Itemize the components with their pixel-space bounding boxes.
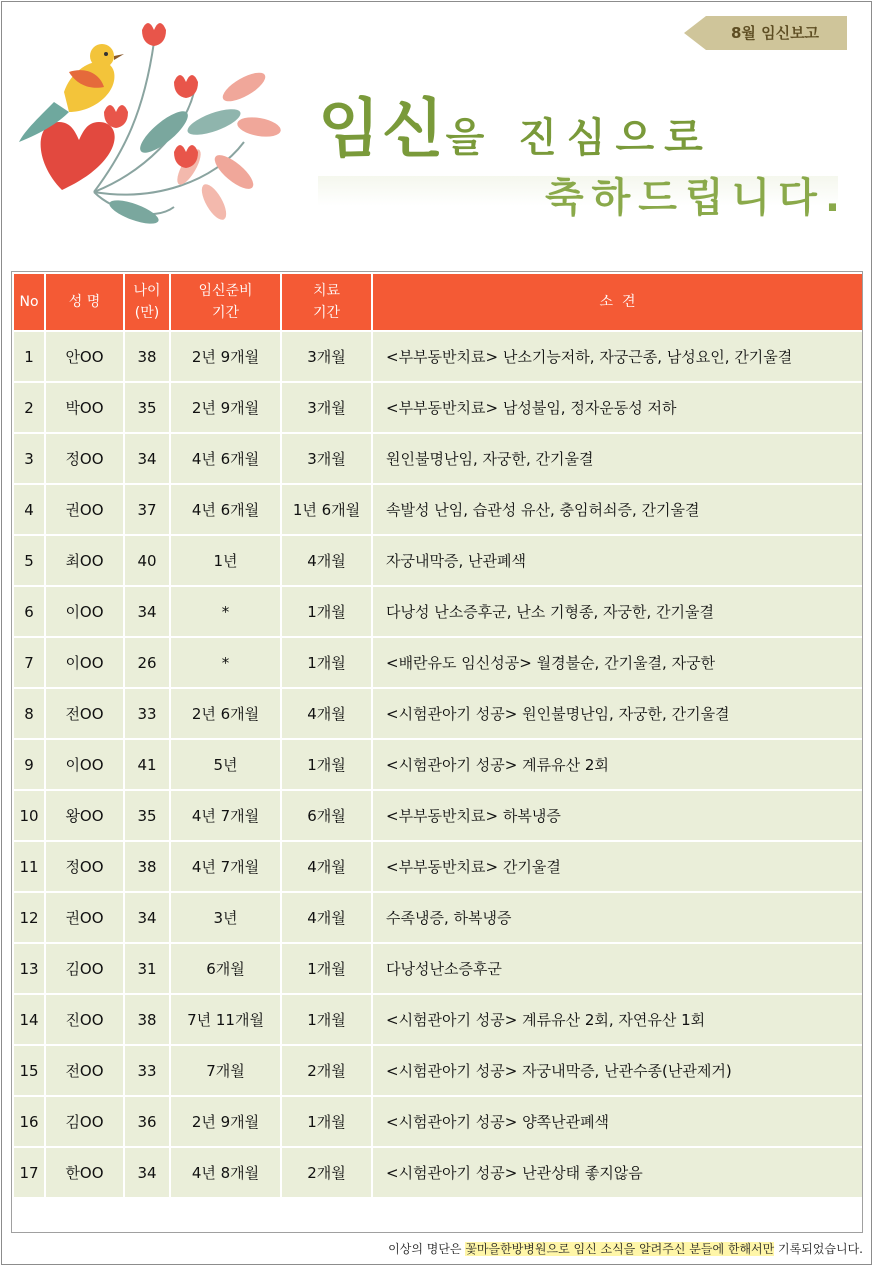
- row-prep-period: *: [170, 586, 281, 637]
- report-tag-label: 8월 임신보고: [730, 24, 820, 42]
- row-prep-period: 4년 7개월: [170, 790, 281, 841]
- row-name: 진OO: [45, 994, 124, 1045]
- row-treat-period: 1년 6개월: [281, 484, 372, 535]
- row-treat-period: 6개월: [281, 790, 372, 841]
- row-notes: <시험관아기 성공> 계류유산 2회, 자연유산 1회: [372, 994, 863, 1045]
- table-row: [13, 790, 863, 841]
- row-no: 9: [13, 739, 45, 790]
- row-notes: 다낭성 난소증후군, 난소 기형종, 자궁한, 간기울결: [372, 586, 863, 637]
- row-no: 1: [13, 331, 45, 382]
- row-no: 6: [13, 586, 45, 637]
- header-prep-bottom: 기간: [211, 305, 240, 321]
- pregnancy-report-table: [12, 272, 864, 1199]
- table-row: [13, 1045, 863, 1096]
- table-row: [13, 1096, 863, 1147]
- row-notes: <시험관아기 성공> 자궁내막증, 난관수종(난관제거): [372, 1045, 863, 1096]
- table-row: [13, 943, 863, 994]
- footer-before: 이상의 명단은: [388, 1242, 466, 1256]
- row-name: 전OO: [45, 688, 124, 739]
- header-no: No: [13, 273, 45, 331]
- table-row: [13, 331, 863, 382]
- row-no: 16: [13, 1096, 45, 1147]
- footer-note: [388, 1240, 863, 1257]
- table-row: [13, 433, 863, 484]
- row-notes: <시험관아기 성공> 원인불명난임, 자궁한, 간기울결: [372, 688, 863, 739]
- row-notes: 원인불명난임, 자궁한, 간기울결: [372, 433, 863, 484]
- header-age-bottom: (만): [134, 305, 160, 321]
- table-row: [13, 535, 863, 586]
- row-age: 40: [124, 535, 170, 586]
- row-treat-period: 4개월: [281, 841, 372, 892]
- row-name: 김OO: [45, 943, 124, 994]
- header-treat-top: 치료: [312, 283, 341, 299]
- row-treat-period: 3개월: [281, 433, 372, 484]
- header-notes: 소 견: [372, 273, 863, 331]
- row-treat-period: 1개월: [281, 994, 372, 1045]
- headline-word-big: 임신: [318, 93, 446, 167]
- row-age: 35: [124, 790, 170, 841]
- row-no: 17: [13, 1147, 45, 1198]
- row-treat-period: 4개월: [281, 535, 372, 586]
- row-prep-period: 6개월: [170, 943, 281, 994]
- row-no: 15: [13, 1045, 45, 1096]
- row-notes: <시험관아기 성공> 양쪽난관폐색: [372, 1096, 863, 1147]
- row-notes: 수족냉증, 하복냉증: [372, 892, 863, 943]
- row-prep-period: *: [170, 637, 281, 688]
- row-age: 34: [124, 586, 170, 637]
- row-name: 안OO: [45, 331, 124, 382]
- table-row: [13, 688, 863, 739]
- headline-word-rest: 을 진심으로: [445, 115, 713, 161]
- row-no: 14: [13, 994, 45, 1045]
- row-no: 3: [13, 433, 45, 484]
- row-treat-period: 2개월: [281, 1045, 372, 1096]
- row-treat-period: 1개월: [281, 943, 372, 994]
- table-row: [13, 484, 863, 535]
- table-header-row: [13, 273, 863, 331]
- row-age: 33: [124, 688, 170, 739]
- row-age: 34: [124, 433, 170, 484]
- row-age: 38: [124, 331, 170, 382]
- row-prep-period: 4년 7개월: [170, 841, 281, 892]
- headline-line2: 축하드립니다.: [545, 175, 849, 221]
- row-name: 한OO: [45, 1147, 124, 1198]
- row-notes: <배란유도 임신성공> 월경불순, 간기울결, 자궁한: [372, 637, 863, 688]
- row-prep-period: 7년 11개월: [170, 994, 281, 1045]
- row-no: 4: [13, 484, 45, 535]
- row-notes: <부부동반치료> 하복냉증: [372, 790, 863, 841]
- row-age: 35: [124, 382, 170, 433]
- table-row: [13, 739, 863, 790]
- row-name: 김OO: [45, 1096, 124, 1147]
- row-age: 36: [124, 1096, 170, 1147]
- row-no: 11: [13, 841, 45, 892]
- row-prep-period: 1년: [170, 535, 281, 586]
- header-prep: [170, 273, 281, 331]
- row-treat-period: 4개월: [281, 688, 372, 739]
- header-treat: [281, 273, 372, 331]
- row-notes: 속발성 난임, 습관성 유산, 충임허쇠증, 간기울결: [372, 484, 863, 535]
- row-prep-period: 7개월: [170, 1045, 281, 1096]
- bird-flower-illustration: [14, 12, 294, 236]
- row-notes: <시험관아기 성공> 계류유산 2회: [372, 739, 863, 790]
- row-age: 38: [124, 841, 170, 892]
- row-name: 권OO: [45, 892, 124, 943]
- header-age: [124, 273, 170, 331]
- row-age: 31: [124, 943, 170, 994]
- row-prep-period: 2년 9개월: [170, 331, 281, 382]
- row-name: 왕OO: [45, 790, 124, 841]
- row-name: 이OO: [45, 739, 124, 790]
- row-age: 38: [124, 994, 170, 1045]
- row-name: 박OO: [45, 382, 124, 433]
- row-name: 이OO: [45, 637, 124, 688]
- row-age: 34: [124, 892, 170, 943]
- row-age: 37: [124, 484, 170, 535]
- row-notes: <부부동반치료> 난소기능저하, 자궁근종, 남성요인, 간기울결: [372, 331, 863, 382]
- headline-line1: [318, 90, 713, 170]
- row-age: 26: [124, 637, 170, 688]
- row-prep-period: 3년: [170, 892, 281, 943]
- row-no: 8: [13, 688, 45, 739]
- row-treat-period: 1개월: [281, 739, 372, 790]
- table-row: [13, 994, 863, 1045]
- footer-highlight: 꽃마을한방병원으로 임신 소식을 알려주신 분들에 한해서만: [465, 1242, 775, 1256]
- footer-after: 기록되었습니다.: [774, 1242, 863, 1256]
- row-prep-period: 2년 9개월: [170, 382, 281, 433]
- row-name: 이OO: [45, 586, 124, 637]
- row-name: 권OO: [45, 484, 124, 535]
- row-name: 최OO: [45, 535, 124, 586]
- row-name: 정OO: [45, 433, 124, 484]
- row-prep-period: 2년 6개월: [170, 688, 281, 739]
- table-row: [13, 586, 863, 637]
- row-prep-period: 2년 9개월: [170, 1096, 281, 1147]
- header-prep-top: 임신준비: [198, 283, 253, 299]
- row-notes: <시험관아기 성공> 난관상태 좋지않음: [372, 1147, 863, 1198]
- row-treat-period: 3개월: [281, 331, 372, 382]
- row-age: 33: [124, 1045, 170, 1096]
- row-notes: 다낭성난소증후군: [372, 943, 863, 994]
- row-age: 41: [124, 739, 170, 790]
- header-age-top: 나이: [133, 283, 161, 299]
- header-treat-bottom: 기간: [312, 305, 341, 321]
- table-row: [13, 1147, 863, 1198]
- row-notes: <부부동반치료> 간기울결: [372, 841, 863, 892]
- row-treat-period: 2개월: [281, 1147, 372, 1198]
- row-treat-period: 1개월: [281, 1096, 372, 1147]
- row-treat-period: 1개월: [281, 637, 372, 688]
- row-no: 7: [13, 637, 45, 688]
- row-no: 10: [13, 790, 45, 841]
- row-no: 13: [13, 943, 45, 994]
- row-no: 2: [13, 382, 45, 433]
- table-row: [13, 382, 863, 433]
- row-treat-period: 4개월: [281, 892, 372, 943]
- row-age: 34: [124, 1147, 170, 1198]
- row-notes: 자궁내막증, 난관폐색: [372, 535, 863, 586]
- table-row: [13, 637, 863, 688]
- row-no: 5: [13, 535, 45, 586]
- row-name: 정OO: [45, 841, 124, 892]
- row-no: 12: [13, 892, 45, 943]
- table-row: [13, 841, 863, 892]
- row-prep-period: 5년: [170, 739, 281, 790]
- report-tag: [684, 16, 847, 50]
- row-name: 전OO: [45, 1045, 124, 1096]
- row-notes: <부부동반치료> 남성불임, 정자운동성 저하: [372, 382, 863, 433]
- row-prep-period: 4년 6개월: [170, 484, 281, 535]
- row-treat-period: 1개월: [281, 586, 372, 637]
- table-row: [13, 892, 863, 943]
- row-prep-period: 4년 8개월: [170, 1147, 281, 1198]
- row-prep-period: 4년 6개월: [170, 433, 281, 484]
- row-treat-period: 3개월: [281, 382, 372, 433]
- header-name: 성 명: [45, 273, 124, 331]
